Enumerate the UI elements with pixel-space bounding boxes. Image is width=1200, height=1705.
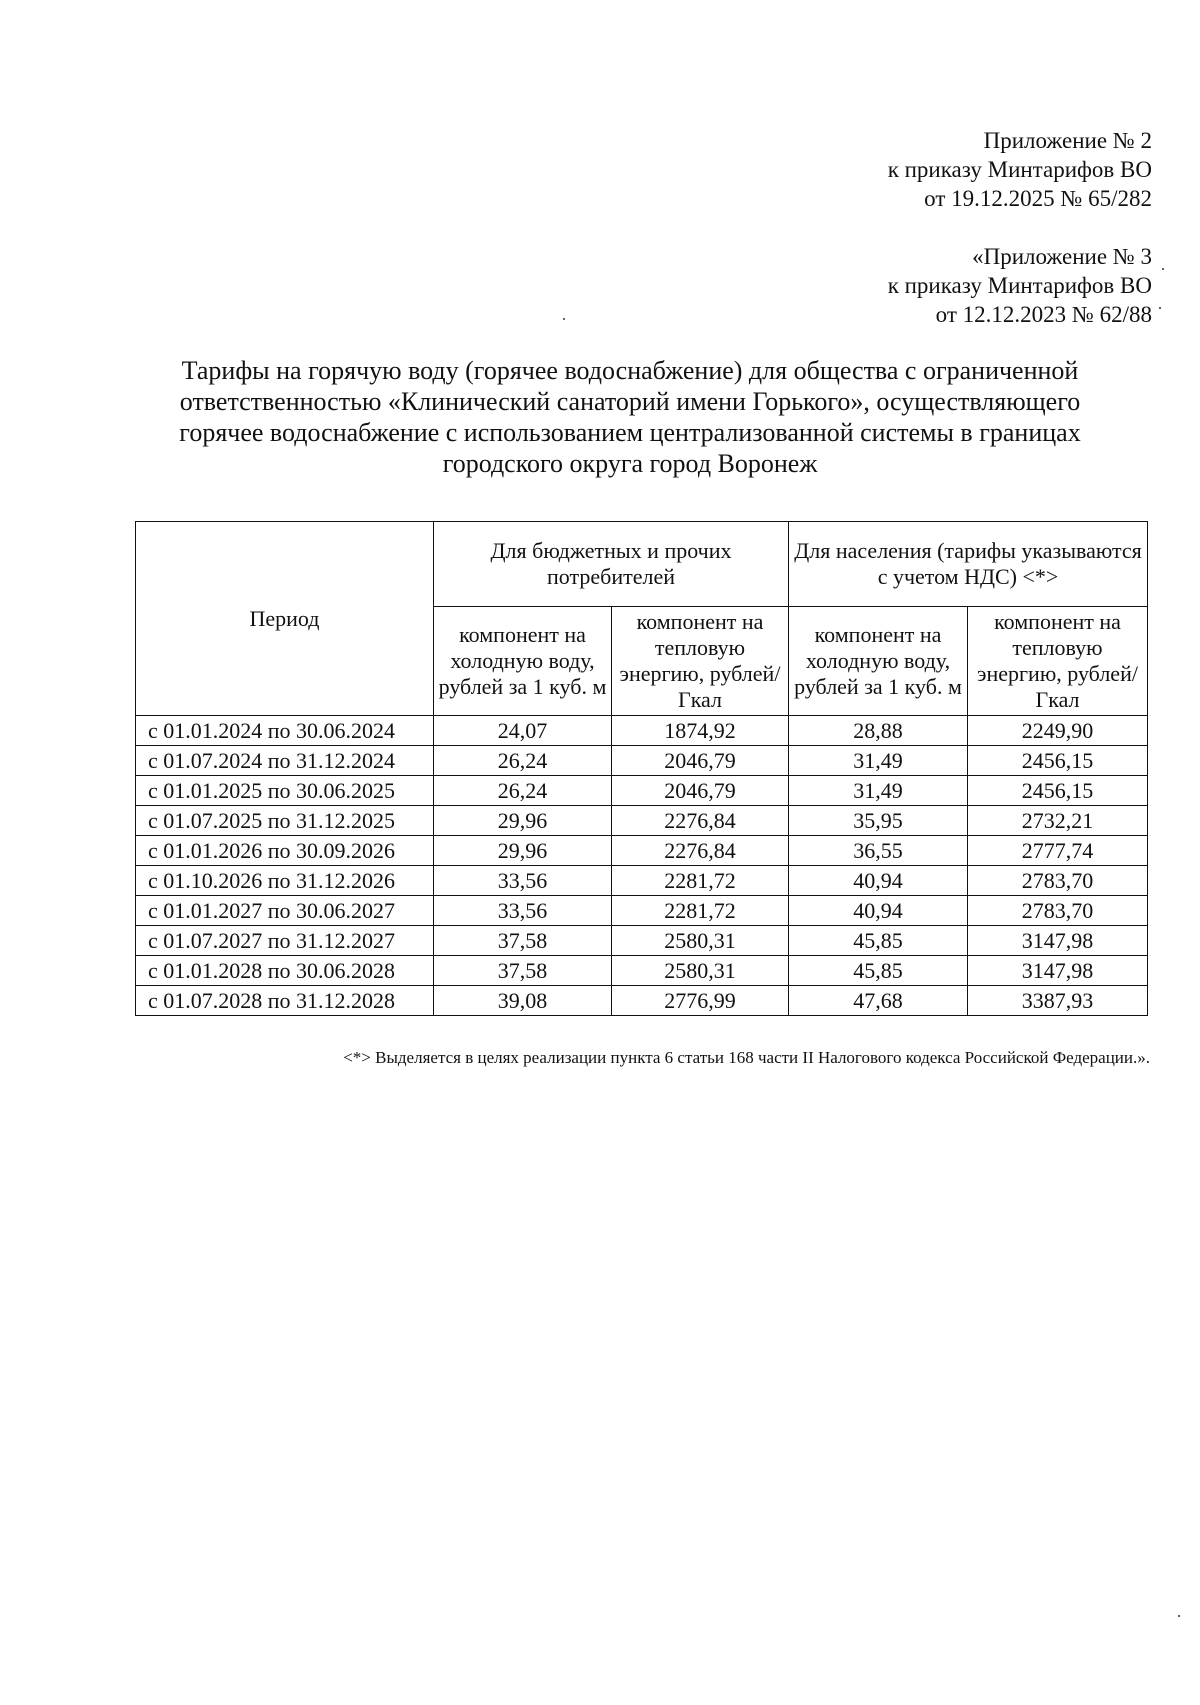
period-cell: с 01.01.2028 по 30.06.2028: [136, 956, 434, 986]
table-row: [136, 986, 1148, 1016]
budget-cold-cell: 39,08: [434, 986, 612, 1016]
period-cell: с 01.01.2026 по 30.09.2026: [136, 836, 434, 866]
population-cold-cell: 45,85: [789, 956, 968, 986]
title-line: горячее водоснабжение с использованием централизованной системы в границах: [179, 418, 1081, 447]
table-row: [136, 896, 1148, 926]
table-row: [136, 776, 1148, 806]
budget-cold-water-header: компонент на холодную воду, рублей за 1 куб. м: [434, 607, 612, 716]
budget-heat-cell: 2046,79: [612, 746, 789, 776]
appendix-2-order: к приказу Минтарифов ВО: [887, 157, 1152, 182]
population-cold-water-header: компонент на холодную воду, рублей за 1 куб. м: [789, 607, 968, 716]
table-row: [136, 836, 1148, 866]
title-line: городского округа город Воронеж: [442, 449, 818, 478]
budget-heat-energy-header: компонент на тепловую энергию, рублей/Гкал: [612, 607, 789, 716]
population-cold-cell: 45,85: [789, 926, 968, 956]
population-cold-cell: 31,49: [789, 746, 968, 776]
population-cold-cell: 36,55: [789, 836, 968, 866]
population-header: Для населения (тарифы указываются с учетом НДС) <*>: [789, 522, 1148, 607]
period-cell: с 01.01.2025 по 30.06.2025: [136, 776, 434, 806]
scan-speck: [1162, 268, 1164, 270]
budget-consumers-header: Для бюджетных и прочих потребителей: [434, 522, 789, 607]
budget-cold-cell: 33,56: [434, 896, 612, 926]
appendix-3-number: «Приложение № 3: [972, 244, 1152, 269]
period-cell: с 01.10.2026 по 31.12.2026: [136, 866, 434, 896]
appendix-3-date: от 12.12.2023 № 62/88: [935, 302, 1152, 327]
population-cold-cell: 31,49: [789, 776, 968, 806]
budget-heat-cell: 2046,79: [612, 776, 789, 806]
footnote: <*> Выделяется в целях реализации пункта 6 статьи 168 части II Налогового кодекса Российской Федерации.».: [343, 1048, 1150, 1067]
table-row: [136, 716, 1148, 746]
period-cell: с 01.01.2027 по 30.06.2027: [136, 896, 434, 926]
population-cold-cell: 40,94: [789, 866, 968, 896]
population-heat-cell: 2456,15: [968, 776, 1148, 806]
table-row: [136, 806, 1148, 836]
budget-cold-cell: 37,58: [434, 926, 612, 956]
appendix-2-date: от 19.12.2025 № 65/282: [924, 186, 1152, 211]
population-heat-cell: 2783,70: [968, 866, 1148, 896]
budget-heat-cell: 2276,84: [612, 836, 789, 866]
population-heat-cell: 2777,74: [968, 836, 1148, 866]
budget-cold-cell: 37,58: [434, 956, 612, 986]
document-title: [130, 355, 1130, 479]
population-cold-cell: 28,88: [789, 716, 968, 746]
budget-heat-cell: 2281,72: [612, 866, 789, 896]
population-heat-cell: 2456,15: [968, 746, 1148, 776]
budget-heat-cell: 2776,99: [612, 986, 789, 1016]
budget-cold-cell: 29,96: [434, 836, 612, 866]
period-cell: с 01.07.2027 по 31.12.2027: [136, 926, 434, 956]
budget-cold-cell: 29,96: [434, 806, 612, 836]
appendix-2-reference: [888, 126, 1152, 213]
period-cell: с 01.07.2024 по 31.12.2024: [136, 746, 434, 776]
population-cold-cell: 35,95: [789, 806, 968, 836]
period-cell: с 01.07.2025 по 31.12.2025: [136, 806, 434, 836]
population-heat-energy-header: компонент на тепловую энергию, рублей/Гкал: [968, 607, 1148, 716]
budget-cold-cell: 26,24: [434, 746, 612, 776]
population-heat-cell: 3147,98: [968, 926, 1148, 956]
population-cold-cell: 47,68: [789, 986, 968, 1016]
population-heat-cell: 3387,93: [968, 986, 1148, 1016]
period-header: Период: [136, 522, 434, 716]
budget-heat-cell: 1874,92: [612, 716, 789, 746]
budget-cold-cell: 33,56: [434, 866, 612, 896]
population-heat-cell: 2732,21: [968, 806, 1148, 836]
budget-cold-cell: 24,07: [434, 716, 612, 746]
period-cell: с 01.07.2028 по 31.12.2028: [136, 986, 434, 1016]
table-header-row: [136, 522, 1148, 607]
population-heat-cell: 2783,70: [968, 896, 1148, 926]
population-heat-cell: 3147,98: [968, 956, 1148, 986]
budget-heat-cell: 2276,84: [612, 806, 789, 836]
budget-cold-cell: 26,24: [434, 776, 612, 806]
table-row: [136, 926, 1148, 956]
scan-speck: [1178, 1615, 1180, 1617]
appendix-3-order: к приказу Минтарифов ВО: [887, 273, 1152, 298]
population-heat-cell: 2249,90: [968, 716, 1148, 746]
title-line: Тарифы на горячую воду (горячее водоснабжение) для общества с ограниченной: [181, 356, 1079, 385]
tariff-table: [135, 521, 1148, 1016]
scan-speck: [1159, 307, 1161, 309]
period-cell: с 01.01.2024 по 30.06.2024: [136, 716, 434, 746]
appendix-3-reference: [888, 242, 1152, 329]
appendix-2-number: Приложение № 2: [983, 128, 1152, 153]
title-line: ответственностью «Клинический санаторий имени Горького», осуществляющего: [179, 387, 1081, 416]
budget-heat-cell: 2580,31: [612, 956, 789, 986]
table-row: [136, 866, 1148, 896]
scan-speck: [563, 318, 565, 320]
budget-heat-cell: 2281,72: [612, 896, 789, 926]
population-cold-cell: 40,94: [789, 896, 968, 926]
budget-heat-cell: 2580,31: [612, 926, 789, 956]
table-row: [136, 956, 1148, 986]
table-row: [136, 746, 1148, 776]
